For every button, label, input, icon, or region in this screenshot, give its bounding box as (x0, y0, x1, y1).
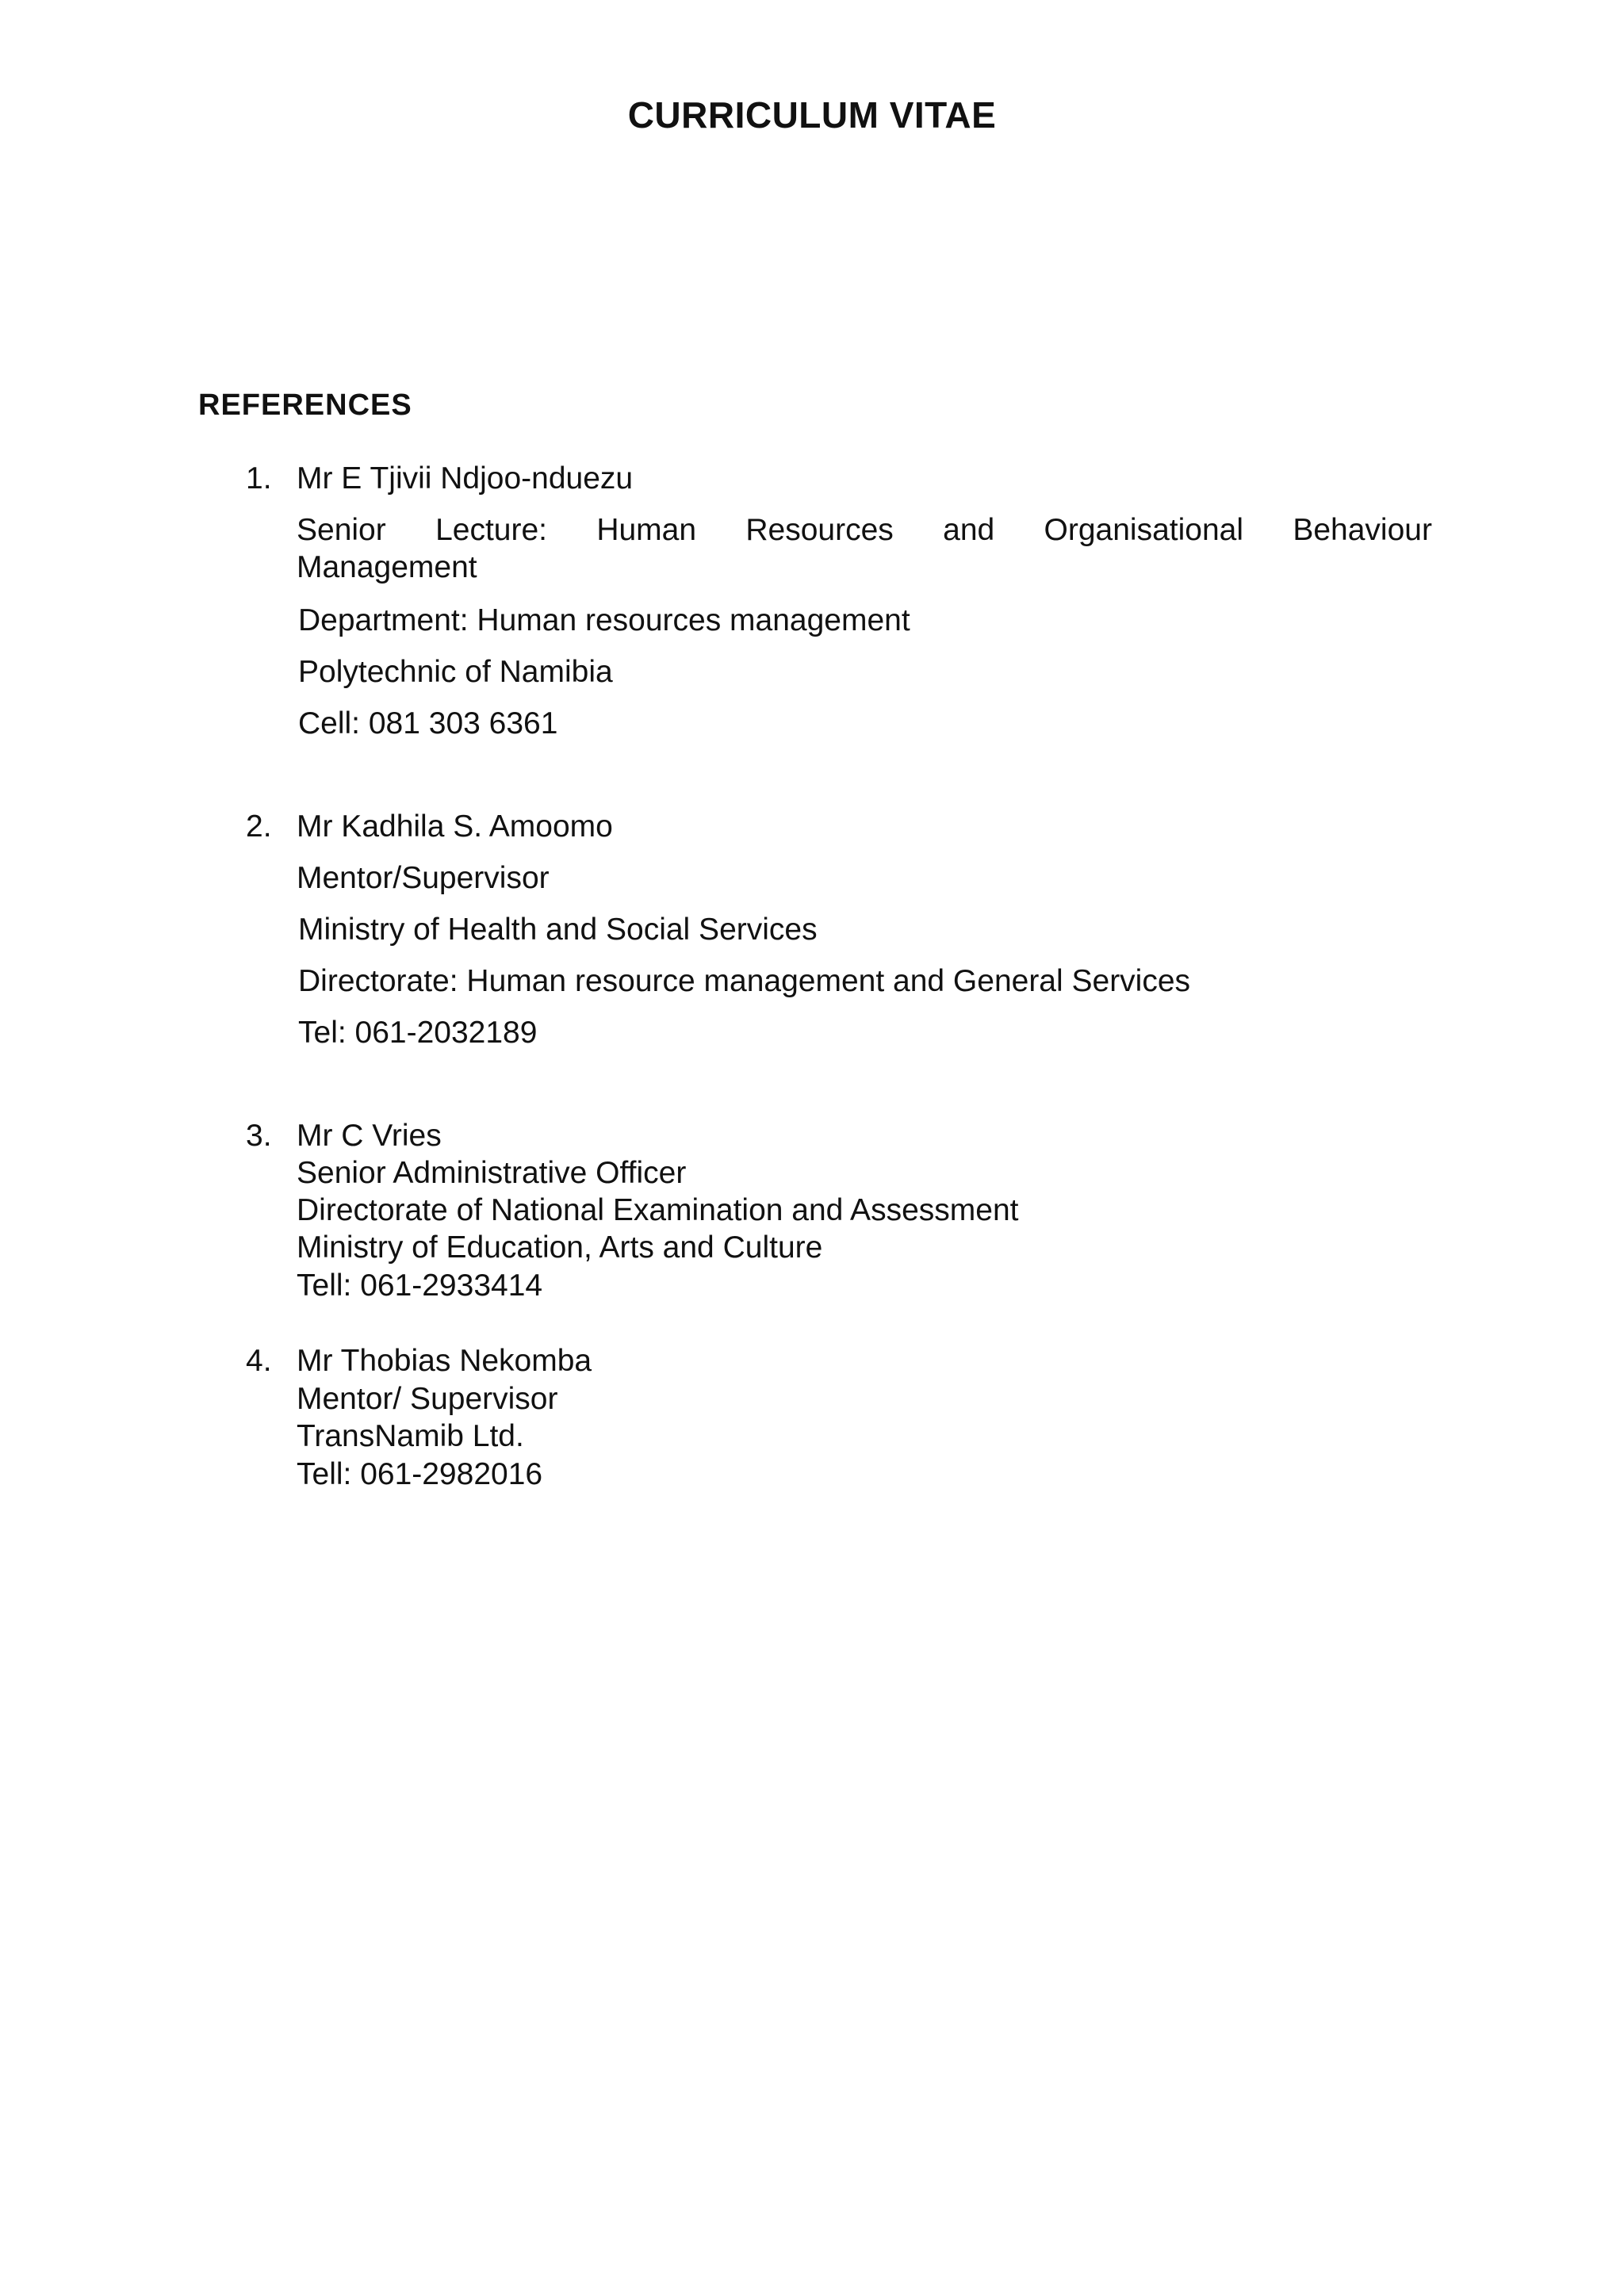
reference-contact: Tel: 061-2032189 (298, 1016, 538, 1050)
reference-directorate: Directorate of National Examination and Assessment (297, 1193, 1019, 1227)
reference-name: Mr Kadhila S. Amoomo (297, 809, 613, 844)
reference-organisation: TransNamib Ltd. (297, 1419, 524, 1453)
reference-organisation: Polytechnic of Namibia (298, 655, 613, 689)
references-heading: REFERENCES (198, 388, 412, 422)
reference-number: 1. (246, 461, 272, 496)
reference-organisation: Ministry of Health and Social Services (298, 913, 818, 947)
reference-contact: Tell: 061-2982016 (297, 1457, 543, 1491)
reference-position-continued: Management (297, 550, 477, 584)
reference-position: Senior Lecture: Human Resources and Organisational Behaviour (297, 513, 1432, 547)
reference-directorate: Directorate: Human resource management and General Services (298, 964, 1191, 998)
reference-name: Mr E Tjivii Ndjoo-nduezu (297, 461, 634, 496)
document-title: CURRICULUM VITAE (627, 94, 997, 136)
reference-position: Mentor/Supervisor (297, 861, 550, 895)
reference-position: Senior Administrative Officer (297, 1156, 687, 1190)
reference-number: 3. (246, 1119, 272, 1153)
reference-contact: Tell: 061-2933414 (297, 1269, 543, 1303)
reference-contact: Cell: 081 303 6361 (298, 706, 558, 740)
reference-name: Mr C Vries (297, 1119, 442, 1153)
reference-department: Department: Human resources management (298, 603, 910, 637)
reference-number: 2. (246, 809, 272, 844)
reference-organisation: Ministry of Education, Arts and Culture (297, 1230, 823, 1265)
reference-name: Mr Thobias Nekomba (297, 1344, 592, 1378)
reference-number: 4. (246, 1344, 272, 1378)
reference-position: Mentor/ Supervisor (297, 1382, 558, 1416)
